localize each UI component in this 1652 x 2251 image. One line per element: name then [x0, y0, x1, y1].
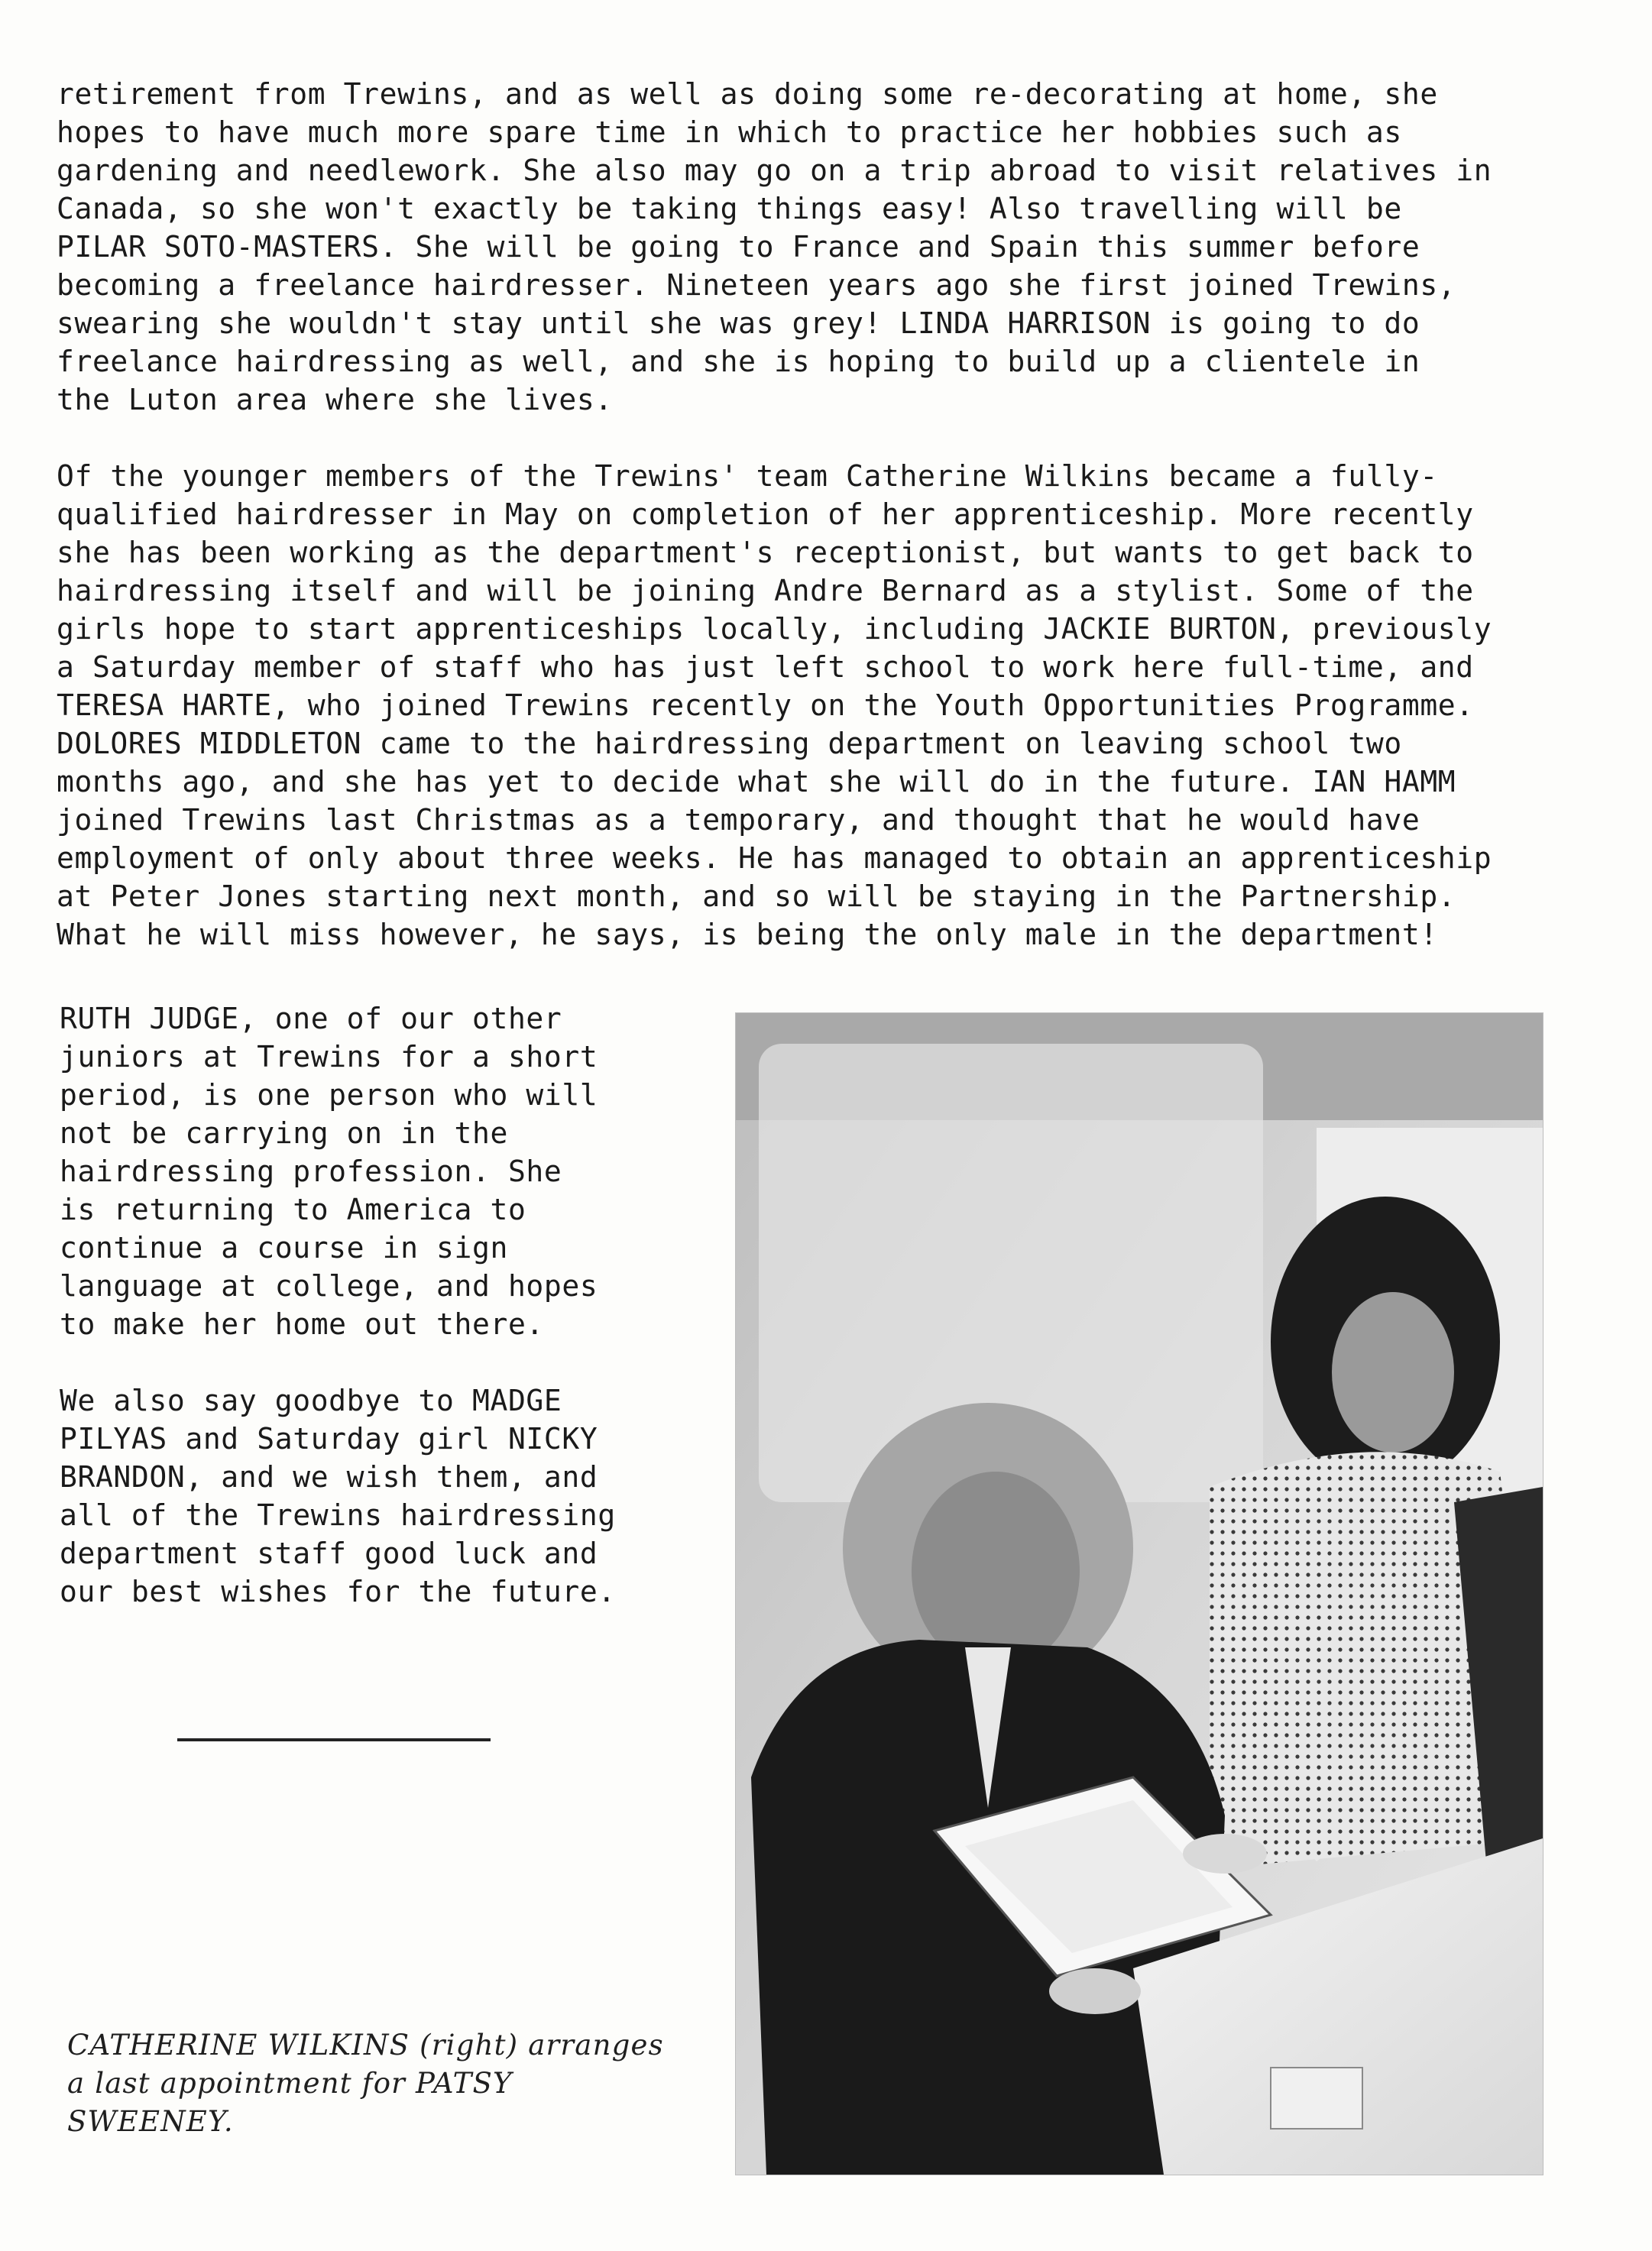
- staff-photo: [735, 1012, 1543, 2175]
- section-divider: [177, 1738, 491, 1741]
- photo-caption: CATHERINE WILKINS (right) arranges a last appointment for PATSY SWEENEY.: [67, 2029, 664, 2138]
- article-paragraph-younger-members: Of the younger members of the Trewins' team Catherine Wilkins became a fully- qualified hairdresser in May on completion of her apprenticeship. More recently she has been working as the department's receptionist, but wants to get back to hairdressing itself and will be joining Andre Bernard as a stylist. Some of the girls hope to start apprenticeships locally, including JACKIE BURTON, previously a Saturday member of staff who has just left school to work here full-time, and TERESA HARTE, who joined Trewins recently on the Youth Opportunities Programme. DOLORES MIDDLETON came to the hairdressing department on leaving school two months ago, and she has yet to decide what she will do in the future. IAN HAMM joined Trewins last Christmas as a temporary, and thought that he would have employment of only about three weeks. He has managed to obtain an apprenticeship at Peter Jones starting next month, and so will be staying in the Partnership. What he will miss however, he says, is being the only male in the department!: [57, 459, 1492, 951]
- article-paragraph-goodbyes: We also say goodbye to MADGE PILYAS and Saturday girl NICKY BRANDON, and we wish them, and all of the Trewins hairdressing department staff good luck and our best wishes for the future.: [60, 1384, 616, 1608]
- article-paragraph-ruth-judge: RUTH JUDGE, one of our other juniors at Trewins for a short period, is one person who will not be carrying on in the hairdressing profession. She is returning to America to continue a course in sign language at college, and hopes to make her home out there.: [60, 1002, 598, 1341]
- article-paragraph-retirements: retirement from Trewins, and as well as doing some re-decorating at home, she hopes to have much more spare time in which to practice her hobbies such as gardening and needlework. She also may go on a trip abroad to visit relatives in Canada, so she won't exactly be taking things easy! Also travelling will be PILAR SOTO-MASTERS. She will be going to France and Spain this summer before becoming a freelance hairdresser. Nineteen years ago she first joined Trewins, swearing she wouldn't stay until she was grey! LINDA HARRISON is going to do freelance hairdressing as well, and she is hoping to build up a clientele in the Luton area where she lives.: [57, 77, 1492, 416]
